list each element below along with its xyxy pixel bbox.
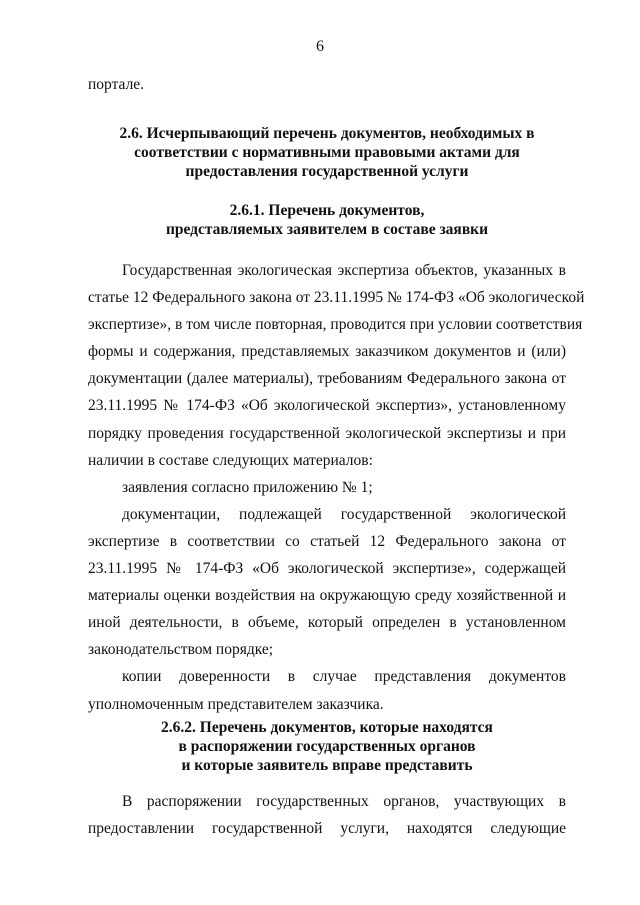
page-number: 6	[316, 38, 324, 55]
list-item-power-of-attorney: копии доверенности в случае представления документов	[122, 668, 566, 686]
text-line: наличии в составе следующих материалов:	[88, 451, 373, 469]
text-line: предоставлении государственной услуги, находятся следующие	[88, 820, 566, 838]
text-line: экспертизе в соответствии со статьей 12 Федерального закона от	[88, 532, 566, 550]
subsection-heading-2	[88, 718, 566, 775]
text-line: порядку проведения государственной экологической экспертизы и при	[88, 424, 566, 442]
heading-line: представляемых заявителем в составе заявки	[165, 221, 489, 238]
text-line: документации (далее материалы), требованиям Федерального закона от	[88, 370, 566, 388]
list-item-application: заявления согласно приложению № 1;	[122, 478, 373, 496]
heading-line: соответствии с нормативными правовыми актами для	[134, 144, 520, 161]
text-line: формы и содержания, представляемых заказчиком документов и (или)	[88, 343, 566, 361]
list-item-documentation: документации, подлежащей государственной экологической	[122, 505, 566, 523]
text-line: законодательством порядке;	[88, 641, 274, 659]
text-line: В распоряжении государственных органов, участвующих в	[122, 793, 566, 810]
text-line: 23.11.1995 № 174-ФЗ «Об экологической экспертизе», содержащей	[88, 560, 566, 578]
paragraph-expertise-conditions	[88, 257, 585, 718]
text-line: 23.11.1995 № 174-ФЗ «Об экологической экспертиз», установленному	[88, 397, 566, 415]
continuation-text: порталe.	[88, 76, 145, 93]
heading-line: и которые заявитель вправе представить	[181, 757, 473, 774]
text-line: иной деятельности, в объеме, который определен в установленном	[88, 614, 566, 632]
text-line: Государственная экологическая экспертиза объектов, указанных в	[122, 262, 566, 279]
text-line: материалы оценки воздействия на окружающую среду хозяйственной и	[88, 587, 566, 605]
heading-line: 2.6.1. Перечень документов,	[229, 202, 425, 219]
heading-line: в распоряжении государственных органов	[178, 738, 476, 755]
heading-line: 2.6. Исчерпывающий перечень документов, необходимых в	[119, 125, 535, 142]
heading-line: предоставления государственной услуги	[185, 163, 469, 180]
paragraph-government-documents	[88, 788, 566, 842]
text-line: статье 12 Федерального закона от 23.11.1995 № 174-ФЗ «Об экологической	[88, 289, 585, 307]
heading-line: 2.6.2. Перечень документов, которые находятся	[161, 719, 493, 736]
subsection-heading-1	[88, 201, 566, 239]
text-line: экспертизе», в том числе повторная, проводится при условии соответствия	[88, 316, 583, 334]
text-line: уполномоченным представителем заказчика.	[88, 695, 384, 713]
section-heading	[88, 124, 566, 181]
